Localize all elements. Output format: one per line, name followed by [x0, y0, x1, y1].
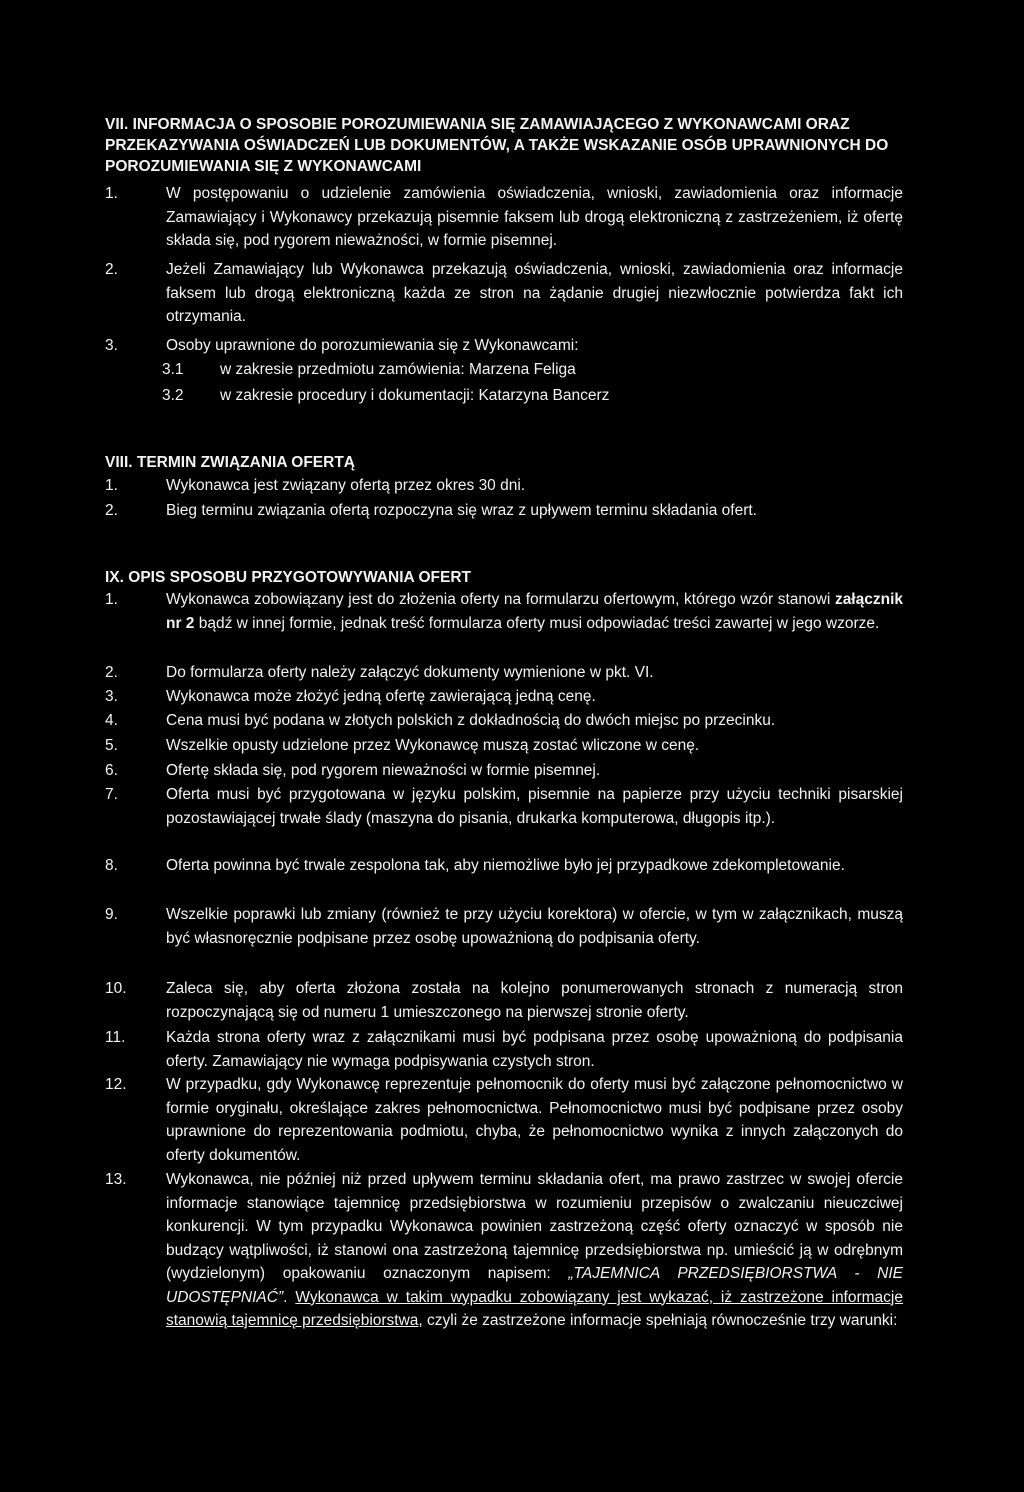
- item-text: Oferta musi być przygotowana w języku polskim, pisemnie na papierze przy użyciu techniki pisarskiej pozostawiającej trwałe ślady (maszyna do pisania, drukarka komputerowa, długopis itp.).: [166, 786, 903, 827]
- section-9-item-2: [105, 661, 903, 685]
- item-text: Osoby uprawnione do porozumiewania się z Wykonawcami:: [166, 337, 579, 354]
- item-number: 5.: [105, 737, 118, 754]
- subitem-text: w zakresie procedury i dokumentacji: Katarzyna Bancerz: [220, 387, 610, 404]
- item-number: 1.: [105, 477, 118, 494]
- item-text: Wszelkie opusty udzielone przez Wykonawcę muszą zostać wliczone w cenę.: [166, 737, 700, 754]
- item-text-part: .: [283, 1288, 296, 1306]
- section-7-item-1: [105, 182, 903, 253]
- item-text: [166, 1168, 903, 1333]
- section-9-item-4: [105, 709, 903, 733]
- section-7-subitem-3-2: [162, 384, 862, 407]
- item-text: Wykonawca jest związany ofertą przez okres 30 dni.: [166, 477, 526, 494]
- section-9-item-7: [105, 783, 903, 830]
- item-text: Jeżeli Zamawiający lub Wykonawca przekazują oświadczenia, wnioski, zawiadomienia oraz informacje faksem lub drogą elektroniczną każda ze stron na żądanie drugiej niezwłocznie potwierdza fakt ich otrzymania.: [166, 261, 903, 325]
- item-number: 2.: [105, 261, 118, 278]
- item-number: 8.: [105, 857, 118, 874]
- section-9-item-12: [105, 1073, 903, 1167]
- item-text: Wykonawca może złożyć jedną ofertę zawierającą jedną cenę.: [166, 688, 596, 705]
- item-number: 3.: [105, 688, 118, 705]
- item-text: Ofertę składa się, pod rygorem nieważności w formie pisemnej.: [166, 762, 601, 779]
- item-number: 2.: [105, 664, 118, 681]
- item-text: Cena musi być podana w złotych polskich z dokładnością do dwóch miejsc po przecinku.: [166, 712, 776, 729]
- item-number: 9.: [105, 906, 118, 923]
- item-text: Bieg terminu związania ofertą rozpoczyna się wraz z upływem terminu składania ofert.: [166, 502, 757, 519]
- section-9-item-9: [105, 903, 903, 950]
- section-9-item-6: [105, 759, 903, 783]
- item-number: 1.: [105, 185, 118, 202]
- item-number: 2.: [105, 502, 118, 519]
- section-8-item-1: [105, 474, 903, 498]
- item-number: 3.: [105, 337, 118, 354]
- subitem-number: 3.1: [162, 361, 184, 378]
- attachment-reference: załącznik nr 2: [166, 591, 903, 632]
- section-9-item-1: [105, 588, 903, 635]
- item-text-part: czyli że zastrzeżone informacje spełniają równocześnie trzy warunki:: [422, 1312, 898, 1329]
- item-text: Wszelkie poprawki lub zmiany (również te przy użyciu korektora) w ofercie, w tym w załącznikach, muszą być własnoręcznie podpisane przez osobę upoważnioną do podpisania oferty.: [166, 906, 903, 947]
- section-7-item-3: [105, 334, 903, 358]
- section-9-item-13: [105, 1168, 903, 1333]
- section-8-item-2: [105, 499, 903, 523]
- section-9-item-3: [105, 685, 903, 709]
- item-number: 12.: [105, 1076, 127, 1093]
- item-text: Oferta powinna być trwale zespolona tak, aby niemożliwe było jej przypadkowe zdekompletowanie.: [166, 857, 845, 874]
- item-number: 4.: [105, 712, 118, 729]
- section-9-item-11: [105, 1026, 903, 1073]
- section-7-item-2: [105, 258, 903, 329]
- item-number: 6.: [105, 762, 118, 779]
- subitem-text: w zakresie przedmiotu zamówienia: Marzena Feliga: [220, 361, 576, 378]
- item-text: [166, 588, 903, 635]
- underlined-obligation: Wykonawca w takim wypadku zobowiązany jest wykazać, iż zastrzeżone informacje stanowią tajemnicę przedsiębiorstwa,: [166, 1288, 903, 1329]
- item-text-part: Wykonawca, nie później niż przed upływem terminu składania ofert, ma prawo zastrzec w swojej ofercie informacje stanowiące tajemnicę przedsiębiorstwa w rozumieniu przepisów o zwalczaniu nieuczciwej konkurencji. W tym przypadku Wykonawca powinien zastrzeżoną część oferty oznaczyć w sposób nie budzący wątpliwości, iż stanowi ona zastrzeżoną tajemnicę przedsiębiorstwa np. umieścić ją w odrębnym (wydzielonym) opakowaniu oznaczonym napisem:: [166, 1171, 903, 1282]
- item-text-part: bądź w innej formie, jednak treść formularza oferty musi odpowiadać treści zawartej w jego wzorze.: [194, 614, 880, 632]
- section-9-item-10: [105, 977, 903, 1024]
- item-text: W postępowaniu o udzielenie zamówienia oświadczenia, wnioski, zawiadomienia oraz informacje Zamawiający i Wykonawcy przekazują pisemnie faksem lub drogą elektroniczną z zastrzeżeniem, iż ofertę składa się, pod rygorem nieważności, w formie pisemnej.: [166, 185, 903, 249]
- item-text: Każda strona oferty wraz z załącznikami musi być podpisana przez osobę upoważnioną do podpisania oferty. Zamawiający nie wymaga podpisywania czystych stron.: [166, 1029, 903, 1070]
- section-7-heading: VII. INFORMACJA O SPOSOBIE POROZUMIEWANIA SIĘ ZAMAWIAJĄCEGO Z WYKONAWCAMI ORAZ PRZEKAZYWANIA OŚWIADCZEŃ LUB DOKUMENTÓW, A TAKŻE WSKAZANIE OSÓB UPRAWNIONYCH DO POROZUMIEWANIA SIĘ Z WYKONAWCAMI: [105, 116, 889, 175]
- item-text-part: Wykonawca zobowiązany jest do złożenia oferty na formularzu ofertowym, którego wzór stanowi: [166, 591, 835, 608]
- confidentiality-label: „TAJEMNICA PRZEDSIĘBIORSTWA - NIE UDOSTĘPNIAĆ”: [166, 1265, 903, 1306]
- item-text: W przypadku, gdy Wykonawcę reprezentuje pełnomocnik do oferty musi być załączone pełnomocnictwo w formie oryginału, określające zakres pełnomocnictwa. Pełnomocnictwo musi być podpisane przez osoby uprawnione do reprezentowania podmiotu, chyba, że pełnomocnictwo wynika z innych załączonych do oferty dokumentów.: [166, 1076, 903, 1164]
- section-9-item-5: [105, 734, 903, 758]
- item-text: Zaleca się, aby oferta złożona została na kolejno ponumerowanych stronach z numeracją stron rozpoczynającą się od numeru 1 umieszczonego na pierwszej stronie oferty.: [166, 980, 903, 1021]
- item-number: 10.: [105, 980, 127, 997]
- item-number: 11.: [105, 1029, 126, 1046]
- section-9-item-8: [105, 854, 903, 878]
- item-text: Do formularza oferty należy załączyć dokumenty wymienione w pkt. VI.: [166, 664, 654, 681]
- item-number: 13.: [105, 1171, 127, 1188]
- subitem-number: 3.2: [162, 387, 184, 404]
- section-9-heading: IX. OPIS SPOSOBU PRZYGOTOWYWANIA OFERT: [105, 569, 472, 586]
- item-number: 7.: [105, 786, 118, 803]
- section-7-subitem-3-1: [162, 358, 862, 381]
- section-8-heading: VIII. TERMIN ZWIĄZANIA OFERTĄ: [105, 454, 355, 471]
- item-number: 1.: [105, 591, 118, 608]
